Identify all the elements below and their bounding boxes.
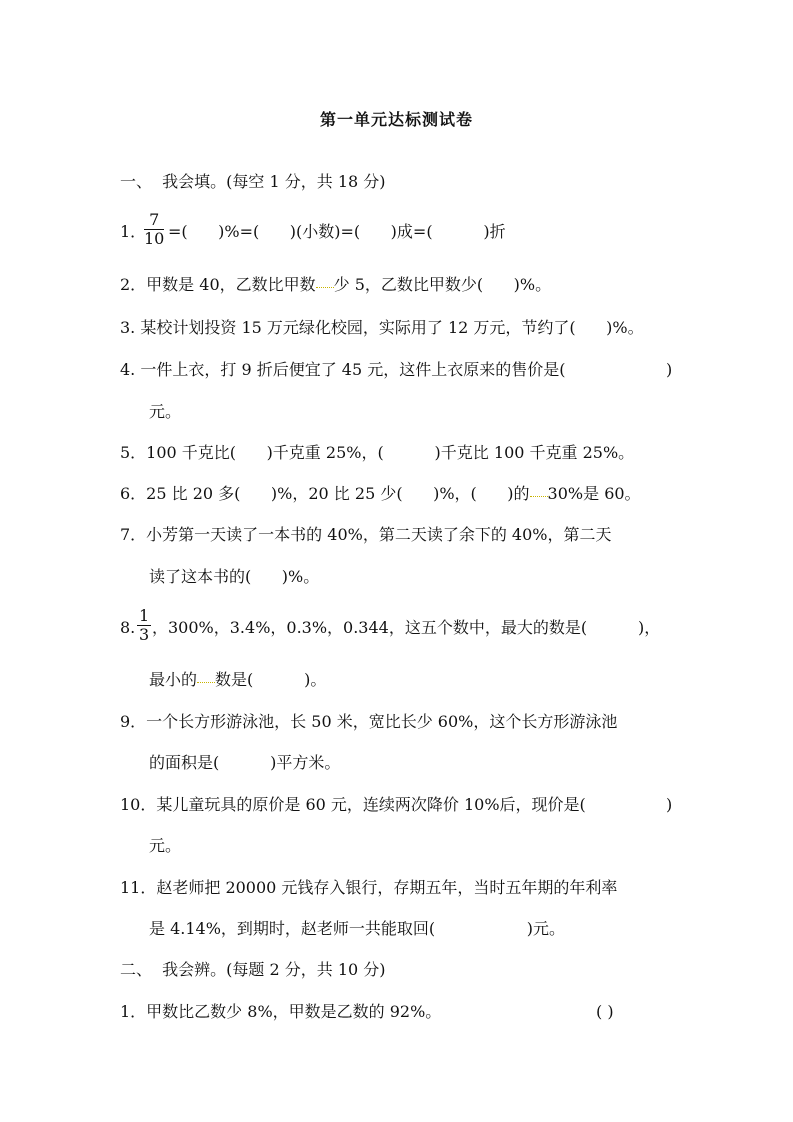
q10-line2: 元。 bbox=[149, 836, 182, 855]
q10-paren-close: ) bbox=[666, 795, 673, 814]
q1-text: =( )%=( )(小数)=( )成=( )折 bbox=[168, 222, 506, 241]
q2-part-b: 少 5，乙数比甲数少( )%。 bbox=[333, 275, 552, 294]
q9-line2: 的面积是( )平方米。 bbox=[149, 753, 341, 772]
q8-line1: ，300%，3.4%，0.3%，0.344，这五个数中，最大的数是( )， bbox=[152, 618, 661, 637]
q4-line1: 4. 一件上衣，打 9 折后便宜了 45 元，这件上衣原来的售价是( bbox=[120, 360, 566, 379]
q8-numerator: 1 bbox=[139, 606, 150, 625]
q7-line2: 读了这本书的( )%。 bbox=[149, 567, 320, 586]
wavy-underline-mark bbox=[316, 283, 334, 288]
wavy-underline-mark bbox=[530, 492, 548, 497]
q10-line1: 10．某儿童玩具的原价是 60 元，连续两次降价 10%后，现价是( bbox=[120, 795, 586, 814]
q8-number: 8. bbox=[120, 618, 136, 637]
q11-line2: 是 4.14%，到期时，赵老师一共能取回( )元。 bbox=[149, 919, 565, 938]
q7-line1: 7．小芳第一天读了一本书的 40%，第二天读了余下的 40%，第二天 bbox=[120, 525, 612, 544]
page-title: 第一单元达标测试卷 bbox=[319, 110, 473, 129]
q4-line2: 元。 bbox=[149, 402, 182, 421]
q9-line1: 9．一个长方形游泳池，长 50 米，宽比长少 60%，这个长方形游泳池 bbox=[120, 712, 618, 731]
q3-text: 3. 某校计划投资 15 万元绿化校园，实际用了 12 万元，节约了( )%。 bbox=[120, 318, 644, 337]
q6-part-a: 6．25 比 20 多( )%，20 比 25 少( )%，( )的 bbox=[120, 484, 530, 503]
s2-q1-answer-paren[interactable]: ( ) bbox=[596, 1002, 614, 1021]
q4-paren-close: ) bbox=[666, 360, 673, 379]
section2-heading: 二、 我会辨。(每题 2 分，共 10 分) bbox=[120, 960, 386, 979]
q5-text: 5．100 千克比( )千克重 25%，( )千克比 100 千克重 25%。 bbox=[120, 443, 635, 462]
q8-line2 bbox=[149, 670, 326, 690]
q11-line1: 11．赵老师把 20000 元钱存入银行，存期五年，当时五年期的年利率 bbox=[120, 878, 618, 897]
q1-numerator: 7 bbox=[144, 211, 164, 230]
q1-fraction bbox=[144, 211, 164, 248]
wavy-underline-mark bbox=[197, 678, 215, 683]
q2-part-a: 2．甲数是 40，乙数比甲数 bbox=[120, 275, 316, 294]
q1-number: 1． bbox=[120, 222, 147, 241]
q2-text bbox=[120, 275, 551, 295]
section1-heading: 一、 我会填。(每空 1 分，共 18 分) bbox=[120, 172, 386, 191]
q8-fraction bbox=[137, 607, 151, 644]
s2-q1-text: 1．甲数比乙数少 8%，甲数是乙数的 92%。 bbox=[120, 1002, 442, 1021]
q8-line2-part-b: 数是( )。 bbox=[215, 670, 327, 689]
q1-denominator: 10 bbox=[144, 229, 165, 248]
q6-part-b: 30%是 60。 bbox=[547, 484, 641, 503]
q8-line2-part-a: 最小的 bbox=[149, 670, 198, 689]
q8-denominator: 3 bbox=[139, 625, 150, 644]
q6-text bbox=[120, 484, 641, 504]
